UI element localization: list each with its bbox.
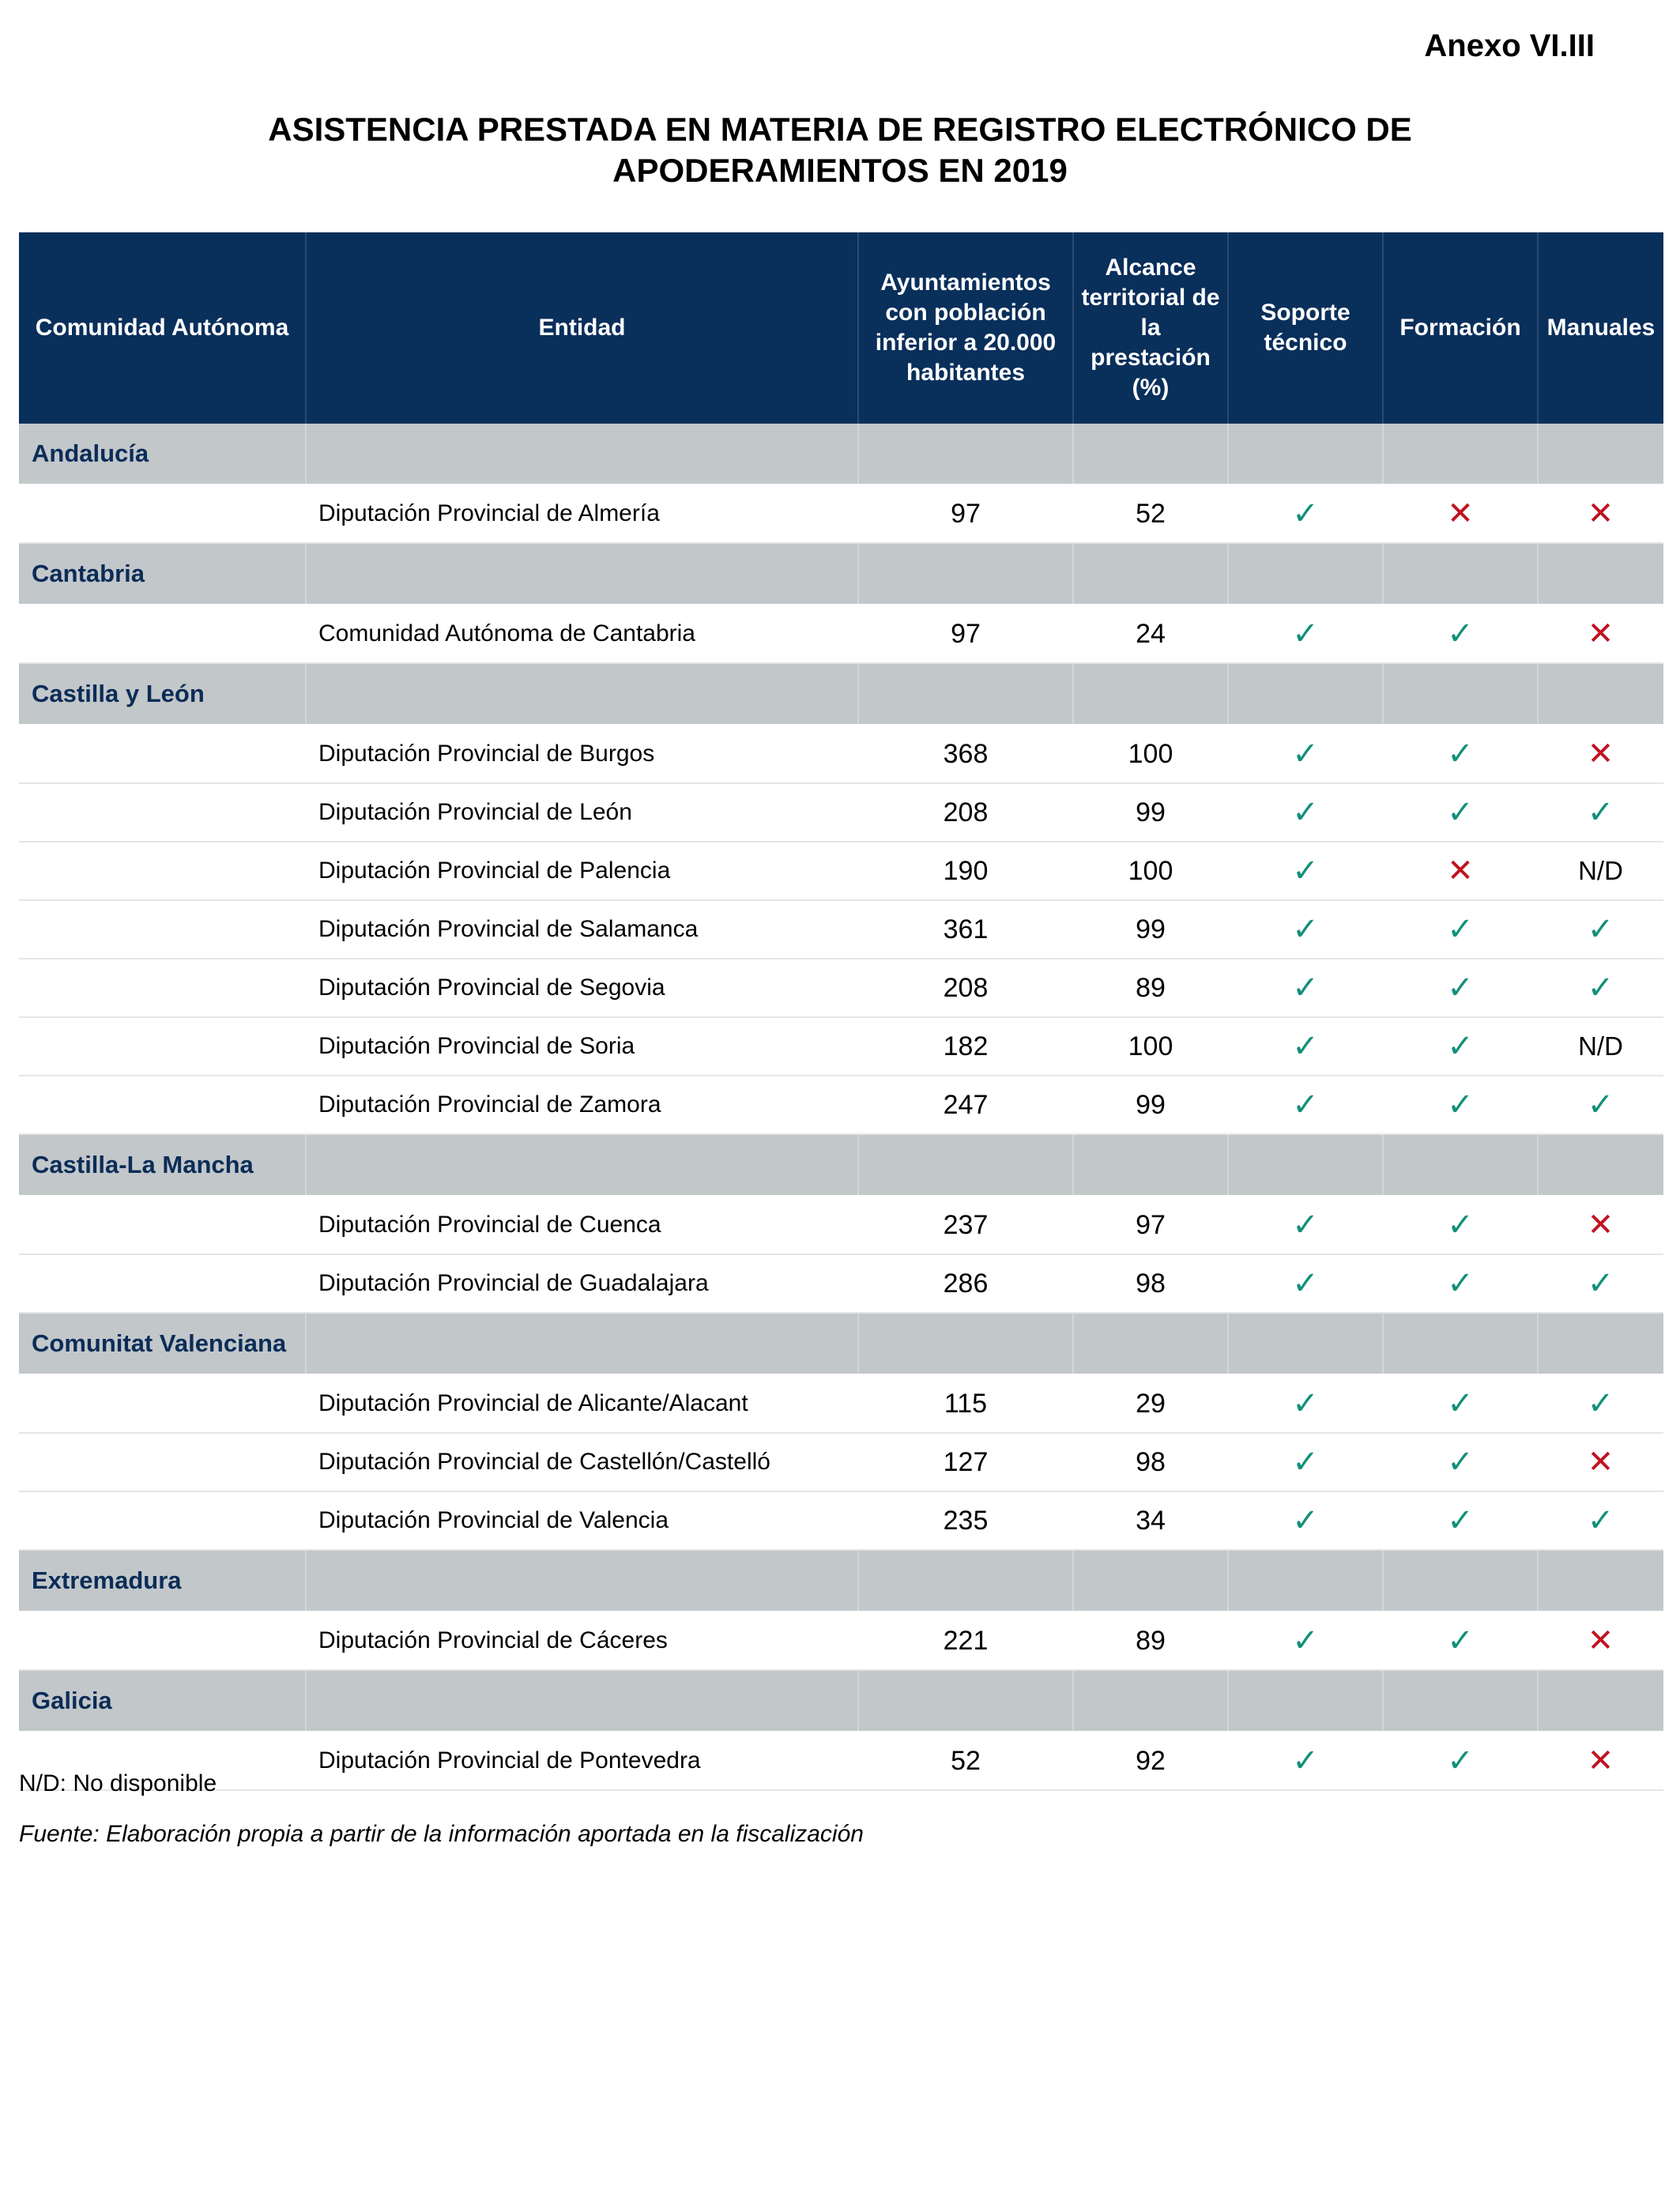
ayuntamientos-value: 368	[858, 725, 1073, 783]
alcance-value: 24	[1073, 605, 1228, 663]
soporte-cell	[1228, 1254, 1383, 1313]
ayuntamientos-value: 52	[858, 1732, 1073, 1790]
region-filler-cell	[1383, 1670, 1538, 1732]
alcance-value: 52	[1073, 484, 1228, 543]
check-icon: ✓	[1447, 616, 1474, 651]
soporte-cell	[1228, 1076, 1383, 1134]
region-filler-cell	[1538, 424, 1663, 484]
check-icon: ✓	[1587, 1088, 1614, 1122]
entity-name: Diputación Provincial de Segovia	[306, 959, 858, 1017]
formacion-cell	[1383, 783, 1538, 842]
ayuntamientos-value: 235	[858, 1491, 1073, 1550]
cross-icon: ✕	[1587, 1208, 1614, 1242]
alcance-value: 99	[1073, 783, 1228, 842]
alcance-value: 89	[1073, 1612, 1228, 1670]
check-icon: ✓	[1447, 795, 1474, 830]
check-icon: ✓	[1292, 1503, 1319, 1538]
region-filler-cell	[1228, 1550, 1383, 1612]
region-filler-cell	[1073, 663, 1228, 725]
check-icon: ✓	[1447, 1208, 1474, 1242]
region-filler-cell	[1073, 1550, 1228, 1612]
region-name: Cantabria	[19, 543, 306, 605]
soporte-cell	[1228, 842, 1383, 900]
region-filler-cell	[306, 663, 858, 725]
check-icon: ✓	[1447, 1266, 1474, 1301]
alcance-value: 100	[1073, 842, 1228, 900]
alcance-value: 98	[1073, 1254, 1228, 1313]
check-icon: ✓	[1587, 795, 1614, 830]
table-header-row	[19, 232, 1663, 424]
check-icon: ✓	[1447, 1503, 1474, 1538]
region-filler-cell	[1383, 1313, 1538, 1374]
soporte-cell	[1228, 1732, 1383, 1790]
source-note	[19, 1821, 864, 1848]
header-manuales: Manuales	[1538, 232, 1663, 424]
check-icon: ✓	[1292, 1029, 1319, 1064]
region-filler-cell	[1538, 1134, 1663, 1196]
entity-name: Diputación Provincial de Salamanca	[306, 900, 858, 959]
region-filler-cell	[1073, 1313, 1228, 1374]
alcance-value: 89	[1073, 959, 1228, 1017]
ayuntamientos-value: 208	[858, 959, 1073, 1017]
manuales-cell	[1538, 1196, 1663, 1254]
manuales-cell	[1538, 959, 1663, 1017]
empty-region-cell	[19, 1374, 306, 1433]
entity-name: Diputación Provincial de Cáceres	[306, 1612, 858, 1670]
alcance-value: 99	[1073, 900, 1228, 959]
region-filler-cell	[858, 1313, 1073, 1374]
check-icon: ✓	[1292, 971, 1319, 1005]
table-row	[19, 605, 1663, 663]
soporte-cell	[1228, 1491, 1383, 1550]
check-icon: ✓	[1292, 1208, 1319, 1242]
table-row	[19, 783, 1663, 842]
soporte-cell	[1228, 1433, 1383, 1491]
region-filler-cell	[1228, 543, 1383, 605]
empty-region-cell	[19, 783, 306, 842]
not-available-text: N/D	[1578, 1031, 1623, 1061]
assistance-table	[19, 232, 1663, 1791]
check-icon: ✓	[1587, 1266, 1614, 1301]
entity-name: Comunidad Autónoma de Cantabria	[306, 605, 858, 663]
table-row	[19, 725, 1663, 783]
formacion-cell	[1383, 1491, 1538, 1550]
soporte-cell	[1228, 959, 1383, 1017]
region-row	[19, 1550, 1663, 1612]
page-title	[0, 109, 1680, 191]
region-row	[19, 1313, 1663, 1374]
check-icon: ✓	[1292, 1088, 1319, 1122]
check-icon: ✓	[1292, 795, 1319, 830]
empty-region-cell	[19, 1433, 306, 1491]
region-filler-cell	[306, 1134, 858, 1196]
check-icon: ✓	[1292, 1744, 1319, 1778]
manuales-cell	[1538, 605, 1663, 663]
soporte-cell	[1228, 783, 1383, 842]
region-filler-cell	[1383, 663, 1538, 725]
empty-region-cell	[19, 605, 306, 663]
region-filler-cell	[1538, 1313, 1663, 1374]
check-icon: ✓	[1447, 1386, 1474, 1421]
ayuntamientos-value: 190	[858, 842, 1073, 900]
formacion-cell	[1383, 1612, 1538, 1670]
header-comunidad: Comunidad Autónoma	[19, 232, 306, 424]
manuales-cell	[1538, 783, 1663, 842]
check-icon: ✓	[1587, 1503, 1614, 1538]
entity-name: Diputación Provincial de Alicante/Alacant	[306, 1374, 858, 1433]
ayuntamientos-value: 208	[858, 783, 1073, 842]
empty-region-cell	[19, 842, 306, 900]
cross-icon: ✕	[1587, 1623, 1614, 1658]
table-row	[19, 959, 1663, 1017]
region-filler-cell	[1538, 663, 1663, 725]
entity-name: Diputación Provincial de León	[306, 783, 858, 842]
check-icon: ✓	[1447, 912, 1474, 947]
soporte-cell	[1228, 605, 1383, 663]
region-filler-cell	[1073, 1670, 1228, 1732]
check-icon: ✓	[1447, 737, 1474, 771]
entity-name: Diputación Provincial de Guadalajara	[306, 1254, 858, 1313]
header-alcance: Alcance territorial de la prestación (%)	[1073, 232, 1228, 424]
soporte-cell	[1228, 1017, 1383, 1076]
formacion-cell	[1383, 1196, 1538, 1254]
region-filler-cell	[306, 543, 858, 605]
formacion-cell	[1383, 1374, 1538, 1433]
check-icon: ✓	[1292, 616, 1319, 651]
entity-name: Diputación Provincial de Valencia	[306, 1491, 858, 1550]
title-line-2: APODERAMIENTOS EN 2019	[612, 152, 1068, 189]
title-line-1: ASISTENCIA PRESTADA EN MATERIA DE REGISTRO ELECTRÓNICO DE	[268, 111, 1412, 148]
check-icon: ✓	[1292, 1623, 1319, 1658]
region-name: Andalucía	[19, 424, 306, 484]
empty-region-cell	[19, 1254, 306, 1313]
empty-region-cell	[19, 959, 306, 1017]
cross-icon: ✕	[1587, 737, 1614, 771]
region-filler-cell	[1383, 424, 1538, 484]
soporte-cell	[1228, 725, 1383, 783]
header-ayuntamientos: Ayuntamientos con población inferior a 20.000 habitantes	[858, 232, 1073, 424]
region-filler-cell	[858, 1550, 1073, 1612]
ayuntamientos-value: 237	[858, 1196, 1073, 1254]
formacion-cell	[1383, 1732, 1538, 1790]
region-filler-cell	[1228, 1313, 1383, 1374]
formacion-cell	[1383, 484, 1538, 543]
header-entidad: Entidad	[306, 232, 858, 424]
manuales-cell	[1538, 1732, 1663, 1790]
table-row	[19, 1732, 1663, 1790]
ayuntamientos-value: 127	[858, 1433, 1073, 1491]
formacion-cell	[1383, 1017, 1538, 1076]
region-filler-cell	[1538, 543, 1663, 605]
cross-icon: ✕	[1587, 1445, 1614, 1480]
region-name: Castilla y León	[19, 663, 306, 725]
formacion-cell	[1383, 725, 1538, 783]
manuales-cell	[1538, 1433, 1663, 1491]
region-row	[19, 1670, 1663, 1732]
manuales-cell	[1538, 1076, 1663, 1134]
region-name: Castilla-La Mancha	[19, 1134, 306, 1196]
annex-label: Anexo VI.III	[1424, 28, 1595, 63]
formacion-cell	[1383, 1076, 1538, 1134]
footnote: N/D: No disponible	[19, 1770, 217, 1796]
header-soporte: Soporte técnico	[1228, 232, 1383, 424]
region-filler-cell	[1383, 543, 1538, 605]
formacion-cell	[1383, 1433, 1538, 1491]
ayuntamientos-value: 361	[858, 900, 1073, 959]
region-filler-cell	[858, 1134, 1073, 1196]
region-filler-cell	[1228, 663, 1383, 725]
empty-region-cell	[19, 1491, 306, 1550]
region-filler-cell	[1538, 1670, 1663, 1732]
entity-name: Diputación Provincial de Burgos	[306, 725, 858, 783]
formacion-cell	[1383, 842, 1538, 900]
manuales-cell	[1538, 842, 1663, 900]
manuales-cell	[1538, 1374, 1663, 1433]
not-available-text: N/D	[1578, 856, 1623, 885]
alcance-value: 29	[1073, 1374, 1228, 1433]
table-row	[19, 1374, 1663, 1433]
alcance-value: 97	[1073, 1196, 1228, 1254]
table-row	[19, 1433, 1663, 1491]
region-filler-cell	[858, 663, 1073, 725]
empty-region-cell	[19, 900, 306, 959]
check-icon: ✓	[1292, 496, 1319, 531]
manuales-cell	[1538, 1017, 1663, 1076]
manuales-cell	[1538, 1491, 1663, 1550]
table-body	[19, 424, 1663, 1790]
region-row	[19, 543, 1663, 605]
cross-icon: ✕	[1587, 496, 1614, 531]
region-row	[19, 424, 1663, 484]
region-filler-cell	[858, 424, 1073, 484]
ayuntamientos-value: 97	[858, 605, 1073, 663]
region-filler-cell	[1383, 1134, 1538, 1196]
alcance-value: 92	[1073, 1732, 1228, 1790]
table-row	[19, 1196, 1663, 1254]
formacion-cell	[1383, 605, 1538, 663]
ayuntamientos-value: 221	[858, 1612, 1073, 1670]
entity-name: Diputación Provincial de Cuenca	[306, 1196, 858, 1254]
alcance-value: 100	[1073, 725, 1228, 783]
region-filler-cell	[858, 1670, 1073, 1732]
manuales-cell	[1538, 484, 1663, 543]
ayuntamientos-value: 247	[858, 1076, 1073, 1134]
manuales-cell	[1538, 725, 1663, 783]
check-icon: ✓	[1292, 1266, 1319, 1301]
manuales-cell	[1538, 900, 1663, 959]
empty-region-cell	[19, 1196, 306, 1254]
soporte-cell	[1228, 900, 1383, 959]
region-filler-cell	[1073, 1134, 1228, 1196]
region-filler-cell	[1383, 1550, 1538, 1612]
soporte-cell	[1228, 1196, 1383, 1254]
empty-region-cell	[19, 725, 306, 783]
formacion-cell	[1383, 959, 1538, 1017]
region-row	[19, 1134, 1663, 1196]
entity-name: Diputación Provincial de Almería	[306, 484, 858, 543]
region-name: Galicia	[19, 1670, 306, 1732]
region-filler-cell	[1228, 424, 1383, 484]
region-filler-cell	[306, 1550, 858, 1612]
ayuntamientos-value: 286	[858, 1254, 1073, 1313]
region-filler-cell	[858, 543, 1073, 605]
manuales-cell	[1538, 1254, 1663, 1313]
soporte-cell	[1228, 484, 1383, 543]
check-icon: ✓	[1447, 1029, 1474, 1064]
table-row	[19, 842, 1663, 900]
formacion-cell	[1383, 1254, 1538, 1313]
region-filler-cell	[1073, 543, 1228, 605]
alcance-value: 100	[1073, 1017, 1228, 1076]
check-icon: ✓	[1587, 971, 1614, 1005]
check-icon: ✓	[1292, 912, 1319, 947]
table-row	[19, 484, 1663, 543]
ayuntamientos-value: 115	[858, 1374, 1073, 1433]
alcance-value: 99	[1073, 1076, 1228, 1134]
check-icon: ✓	[1447, 1088, 1474, 1122]
entity-name: Diputación Provincial de Zamora	[306, 1076, 858, 1134]
check-icon: ✓	[1292, 854, 1319, 888]
region-filler-cell	[1228, 1134, 1383, 1196]
check-icon: ✓	[1292, 1386, 1319, 1421]
check-icon: ✓	[1447, 1623, 1474, 1658]
source-text: : Elaboración propia a partir de la información aportada en la fiscalización	[92, 1821, 864, 1847]
empty-region-cell	[19, 1076, 306, 1134]
region-filler-cell	[306, 424, 858, 484]
alcance-value: 34	[1073, 1491, 1228, 1550]
region-filler-cell	[306, 1670, 858, 1732]
region-row	[19, 663, 1663, 725]
source-label: Fuente	[19, 1821, 93, 1847]
cross-icon: ✕	[1587, 616, 1614, 651]
empty-region-cell	[19, 1017, 306, 1076]
soporte-cell	[1228, 1612, 1383, 1670]
table-row	[19, 1076, 1663, 1134]
empty-region-cell	[19, 1612, 306, 1670]
alcance-value: 98	[1073, 1433, 1228, 1491]
check-icon: ✓	[1292, 1445, 1319, 1480]
ayuntamientos-value: 97	[858, 484, 1073, 543]
table-row	[19, 1017, 1663, 1076]
check-icon: ✓	[1447, 971, 1474, 1005]
entity-name: Diputación Provincial de Soria	[306, 1017, 858, 1076]
soporte-cell	[1228, 1374, 1383, 1433]
entity-name: Diputación Provincial de Pontevedra	[306, 1732, 858, 1790]
region-filler-cell	[306, 1313, 858, 1374]
cross-icon: ✕	[1447, 854, 1474, 888]
region-name: Extremadura	[19, 1550, 306, 1612]
region-filler-cell	[1538, 1550, 1663, 1612]
entity-name: Diputación Provincial de Castellón/Castelló	[306, 1433, 858, 1491]
table-row	[19, 900, 1663, 959]
check-icon: ✓	[1587, 912, 1614, 947]
region-name: Comunitat Valenciana	[19, 1313, 306, 1374]
check-icon: ✓	[1447, 1744, 1474, 1778]
region-filler-cell	[1073, 424, 1228, 484]
region-filler-cell	[1228, 1670, 1383, 1732]
check-icon: ✓	[1587, 1386, 1614, 1421]
cross-icon: ✕	[1447, 496, 1474, 531]
ayuntamientos-value: 182	[858, 1017, 1073, 1076]
manuales-cell	[1538, 1612, 1663, 1670]
header-formacion: Formación	[1383, 232, 1538, 424]
entity-name: Diputación Provincial de Palencia	[306, 842, 858, 900]
table-row	[19, 1612, 1663, 1670]
cross-icon: ✕	[1587, 1744, 1614, 1778]
empty-region-cell	[19, 484, 306, 543]
check-icon: ✓	[1447, 1445, 1474, 1480]
formacion-cell	[1383, 900, 1538, 959]
table-row	[19, 1254, 1663, 1313]
check-icon: ✓	[1292, 737, 1319, 771]
table-row	[19, 1491, 1663, 1550]
